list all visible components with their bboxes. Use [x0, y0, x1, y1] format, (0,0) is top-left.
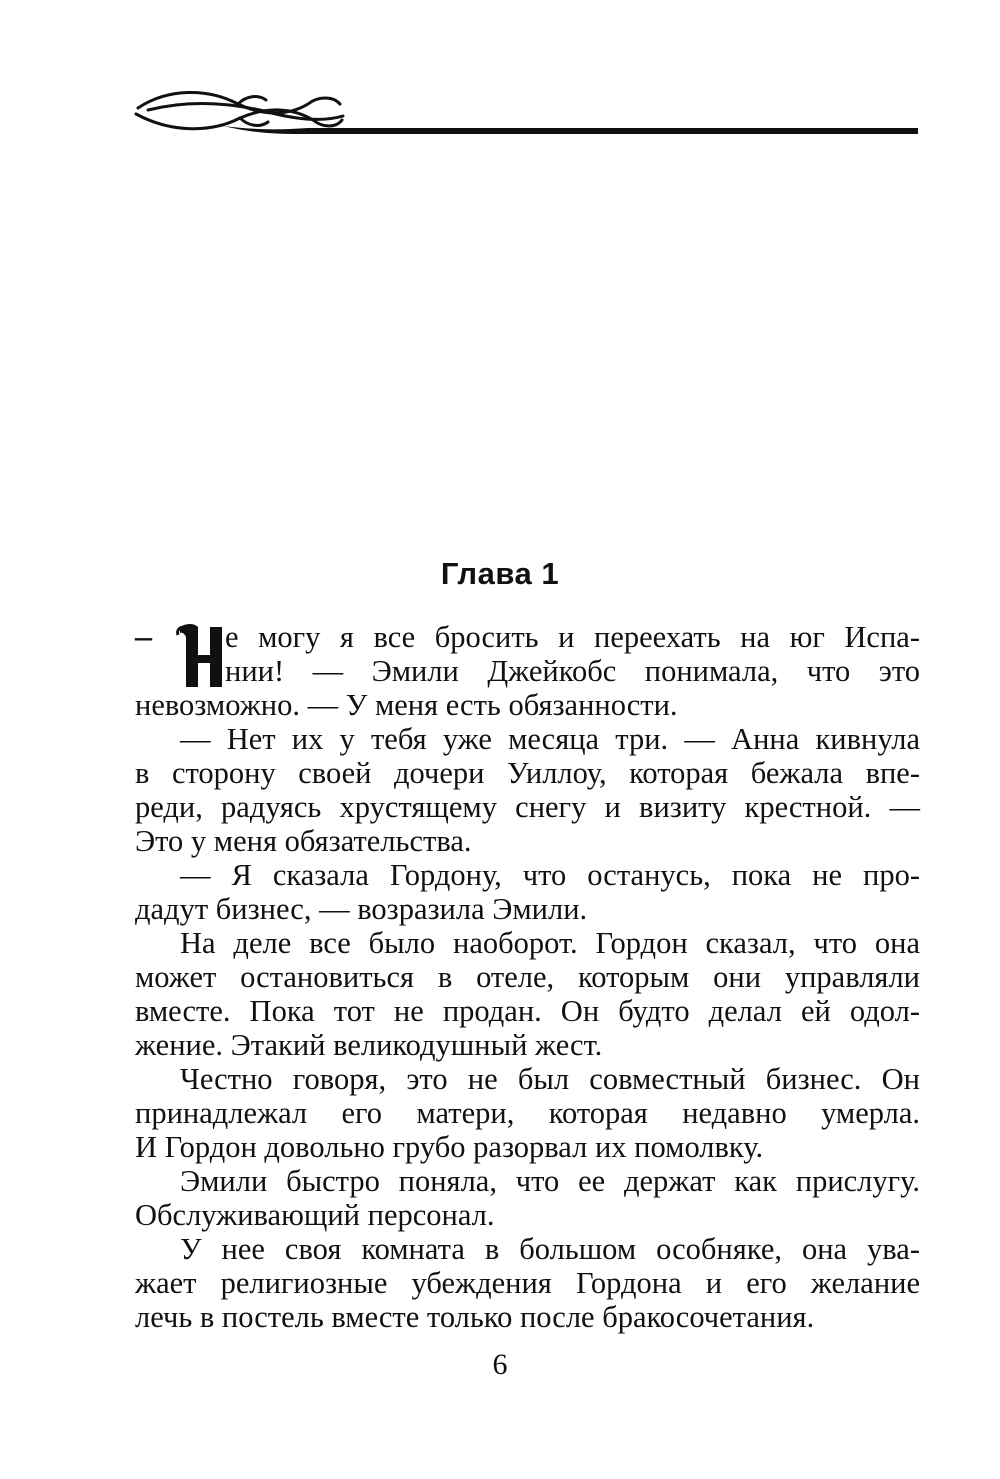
- text-line: нии! — Эмили Джейкобс понимала, что это: [225, 654, 920, 688]
- text-line: принадлежал его матери, которая недавно умерла.: [135, 1096, 920, 1130]
- body-text: [135, 620, 920, 1334]
- paragraph-6: [135, 1164, 920, 1232]
- text-line: жение. Этакий великодушный жест.: [135, 1028, 603, 1062]
- text-line: реди, радуясь хрустящему снегу и визиту крестной. —: [135, 790, 920, 824]
- text-line: — Я сказала Гордону, что останусь, пока не про-: [180, 858, 920, 892]
- text-line: На деле все было наоборот. Гордон сказал, что она: [180, 926, 920, 960]
- text-line: Обслуживающий персонал.: [135, 1198, 495, 1232]
- text-line: У нее своя комната в большом особняке, она ува-: [180, 1232, 920, 1266]
- text-line: И Гордон довольно грубо разорвал их помолвку.: [135, 1130, 764, 1164]
- paragraph-3: [135, 858, 920, 926]
- header-ornament: [128, 82, 918, 142]
- text-line: Честно говоря, это не был совместный бизнес. Он: [180, 1062, 920, 1096]
- text-line: в сторону своей дочери Уиллоу, которая бежала впе-: [135, 756, 920, 790]
- text-line: е могу я все бросить и переехать на юг Испа-: [225, 620, 920, 654]
- text-line: Эмили быстро поняла, что ее держат как прислугу.: [180, 1164, 920, 1198]
- paragraph-4: [135, 926, 920, 1062]
- opening-dash: –: [135, 618, 152, 655]
- text-line: дадут бизнес, — возразила Эмили.: [135, 892, 588, 926]
- text-line: вместе. Пока тот не продан. Он будто делал ей одол-: [135, 994, 920, 1028]
- dropcap-letter: [176, 623, 232, 691]
- text-line: жает религиозные убеждения Гордона и его желание: [135, 1266, 920, 1300]
- text-line: невозможно. — У меня есть обязанности.: [135, 688, 678, 722]
- text-line: — Нет их у тебя уже месяца три. — Анна кивнула: [180, 722, 920, 756]
- text-line: лечь в постель вместе только после бракосочетания.: [135, 1300, 815, 1334]
- text-line: Это у меня обязательства.: [135, 824, 472, 858]
- paragraph-2: [135, 722, 920, 858]
- text-line: может остановиться в отеле, которым они управляли: [135, 960, 920, 994]
- paragraph-5: [135, 1062, 920, 1164]
- paragraph-7: [135, 1232, 920, 1334]
- page-number: 6: [492, 1348, 508, 1381]
- paragraph-1: [135, 620, 920, 722]
- chapter-title: Глава 1: [440, 556, 560, 591]
